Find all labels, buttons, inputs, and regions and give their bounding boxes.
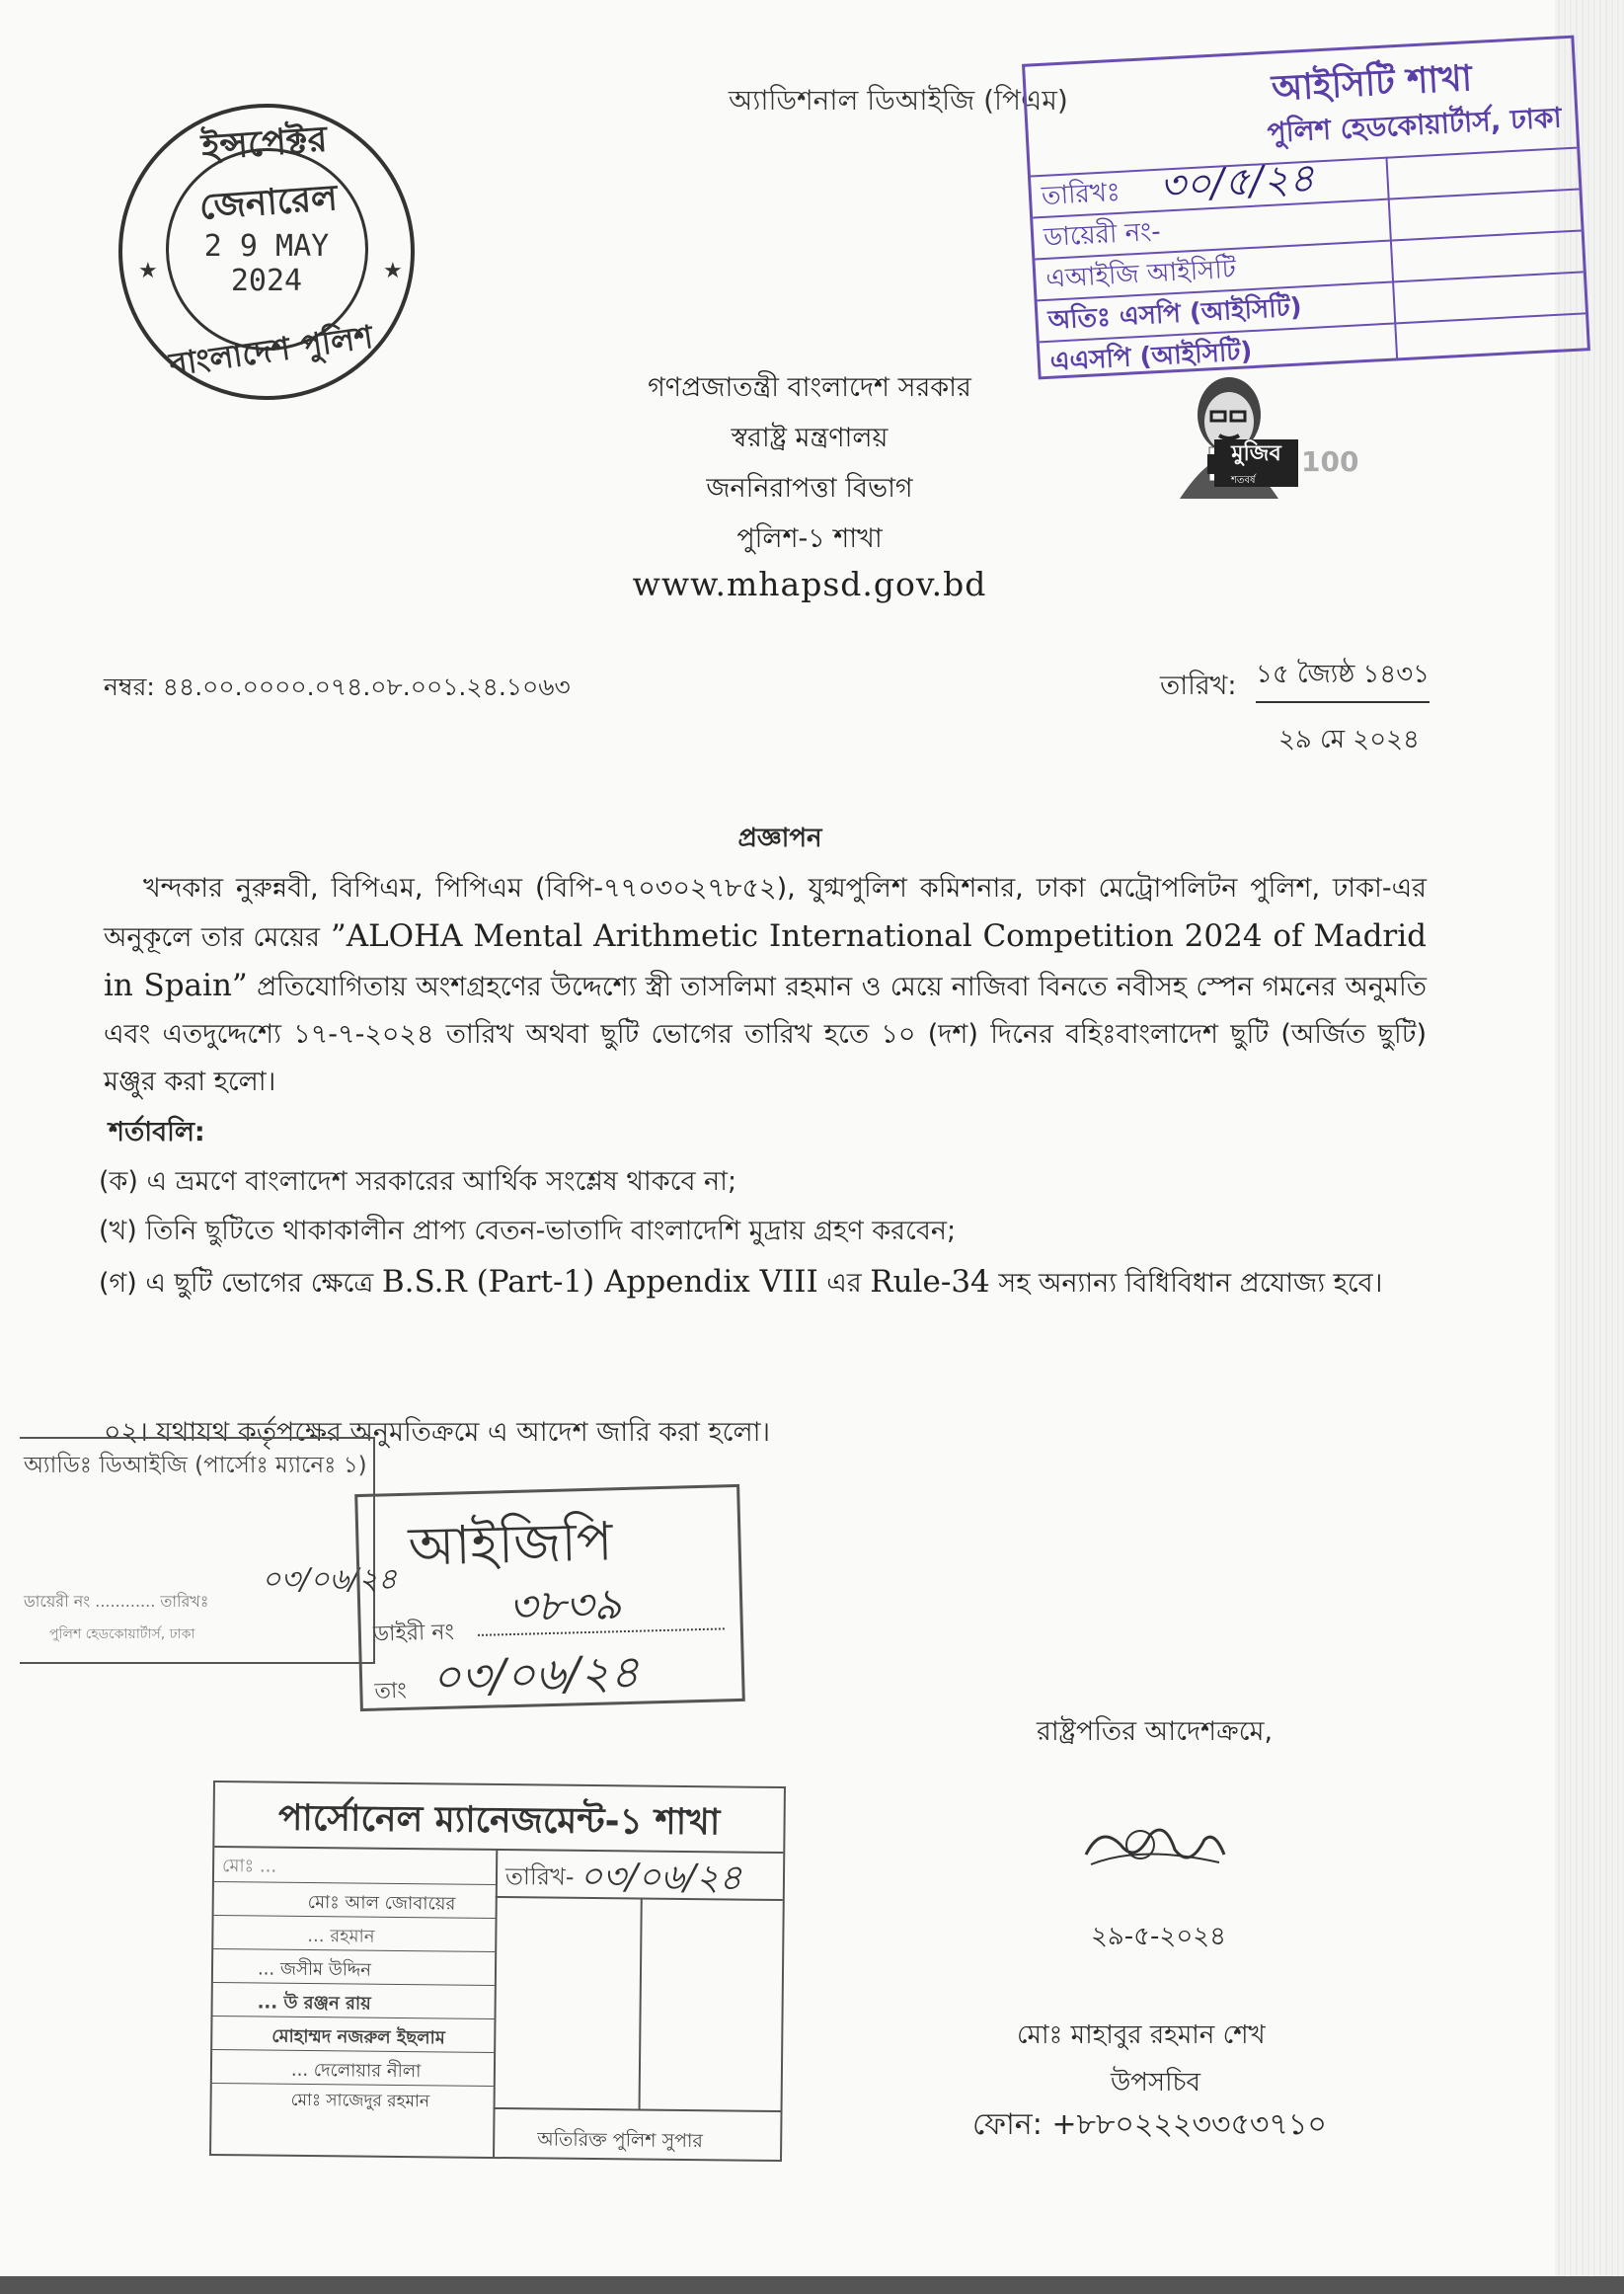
igp-diary-label: ডাইরী নং: [372, 1620, 455, 1647]
star-icon: ★: [383, 259, 403, 283]
pm-name-4: ... উ রঞ্জন রায়: [257, 1992, 371, 2015]
signatory-name: মোঃ মাহাবুর রহমান শেখ: [1017, 2020, 1266, 2050]
pm-vline: [639, 1898, 643, 2111]
pm-name-3: ... জসীম উদ্দিন: [257, 1958, 372, 1981]
ict-stamp-subtitle: পুলিশ হেডকোয়ার্টার্স, ঢাকা: [1266, 101, 1563, 149]
pm-name-5: মোহাম্মদ নজরুল ইছলাম: [271, 2025, 445, 2049]
ict-stamp: [1022, 36, 1590, 380]
ict-stamp-title: আইসিটি শাখা: [1271, 58, 1474, 110]
pm-date: ০৩/০৬/২৪: [579, 1856, 742, 1899]
order-text: রাষ্ট্রপতির আদেশক্রমে,: [1037, 1716, 1274, 1747]
signatory-phone-wrap: [972, 2103, 1367, 2142]
igp-stamp-date: ০৩/০৬/২৪: [430, 1644, 641, 1704]
dig-stamp-diary: ডায়েরী নং ............ তারিখঃ: [24, 1592, 209, 1611]
dig-stamp-handwritten: ০৩/০৬/২৪: [262, 1562, 398, 1597]
condition-b: (খ) তিনি ছুটিতে থাকাকালীন প্রাপ্য বেতন-ভাতাদি বাংলাদেশি মুদ্রায় গ্রহণ করবেন;: [99, 1216, 957, 1246]
signature-date: ২৯-৫-২০২৪: [1091, 1922, 1226, 1951]
seal-date: 2 9 MAY 2024: [203, 229, 330, 298]
condition-c: [99, 1258, 1427, 1307]
signature-mark: [1081, 1815, 1229, 1884]
memo-date-bn: ১৫ জ্যৈষ্ঠ ১৪৩১: [1256, 654, 1430, 703]
body-paragraph-2: ০২। যথাযথ কর্তৃপক্ষের অনুমতিক্রমে এ আদেশ জারি করা হলো।: [104, 1417, 771, 1448]
pm-vline: [493, 1849, 498, 2157]
seal-top-text: ইন্সপেক্টর জেনারেল: [197, 119, 340, 228]
pm-date-label: তারিখ-: [504, 1862, 575, 1891]
ict-row-date: তারিখঃ: [1031, 157, 1388, 217]
pm-footer: অতিরিক্ত পুলিশ সুপার: [537, 2128, 704, 2153]
igp-stamp-title: আইজিপি: [407, 1510, 614, 1578]
star-icon: ★: [138, 259, 158, 283]
ict-row-line: [1390, 229, 1582, 241]
seal-bottom-text: বাংলাদেশ পুলিশ: [167, 317, 376, 384]
pm-name-0: মোঃ ...: [221, 1856, 277, 1877]
ict-row-line: [1392, 271, 1584, 282]
memo-date-en: ২৯ মে ২০২৪: [1278, 725, 1420, 754]
ict-row-addl-sp: অতিঃ এসপি (আইসিটি): [1038, 281, 1395, 342]
pm-name-6: ... দেলোয়ার নীলা: [290, 2059, 422, 2083]
notice-title: প্রজ্ঞাপন: [737, 824, 822, 853]
rule-reference: Rule-34: [870, 1264, 990, 1300]
pm-name-7: মোঃ সাজেদুর রহমান: [290, 2090, 430, 2112]
condition-c-start: (গ) এ ছুটি ভোগের ক্ষেত্রে: [99, 1268, 382, 1299]
ict-row-diary: ডায়েরী নং-: [1033, 198, 1390, 259]
addl-dig-label: অ্যাডিশনাল ডিআইজি (পিএম): [729, 84, 1068, 117]
igp-date-label: তাং: [374, 1678, 408, 1704]
competition-name: ”ALOHA Mental Arithmetic International Competition 2024 of Madrid in Spain”: [104, 918, 1428, 1003]
memo-number: নম্বর: ৪৪.০০.০০০০.০৭৪.০৮.০০১.২৪.১০৬৩: [104, 672, 571, 701]
condition-c-end: সহ অন্যান্য বিধিবিধান প্রযোজ্য হবে।: [989, 1268, 1383, 1299]
signatory-phone: ফোন: +৮৮০২২২৩৩৫৩৭১০: [972, 2107, 1327, 2142]
mujib-logo-sub: শতবর্ষ: [1231, 475, 1256, 486]
header-division: জননিরাপত্তা বিভাগ: [706, 473, 913, 504]
memo-date-label: তারিখ:: [1160, 671, 1237, 701]
igp-stamp-number: ৩৮৩৯: [507, 1579, 623, 1633]
header-ministry: স্বরাষ্ট্র মন্ত্রণালয়: [731, 423, 889, 453]
body-p1-end: প্রতিযোগিতায় অংশগ্রহণের উদ্দেশ্যে স্ত্রী তাসলিমা রহমান ও মেয়ে নাজিবা বিনতে নবীসহ স্পেন গমনের অনুমতি এবং এতদুদ্দেশ্যে ১৭-৭-২০২৪ তারিখ অথবা ছুটি ভোগের তারিখ হতে ১০ (দশ) দিনের বহিঃবাংলাদেশ ছুটি (অর্জিত ছুটি) মঞ্জুর করা হলো।: [104, 972, 1427, 1097]
ict-row-line: [1394, 312, 1585, 324]
body-p1-start: খন্দকার নুরুন্নবী, বিপিএম, পিপিএম (বিপি-৭৭০৩০২৭৮৫২), যুগ্মপুলিশ কমিশনার, ঢাকা মেট্রোপলিটন পুলিশ, ঢাকা-এর অনুকূলে তার মেয়ের: [104, 873, 1427, 953]
ict-date-handwritten: ৩০/৫/২৪: [1158, 155, 1316, 209]
igp-stamp: [354, 1484, 745, 1711]
dig-stamp-title: অ্যাডিঃ ডিআইজি (পার্সোঃ ম্যানেঃ ১): [24, 1453, 367, 1478]
ict-row-asp: এএসপি (আইসিটি): [1040, 322, 1397, 382]
header-website[interactable]: www.mhapsd.gov.bd: [632, 565, 987, 603]
pm-name-2: ... রহমান: [307, 1925, 375, 1947]
pm-stamp-title: পার্সোনেল ম্যানেজমেন্ট-১ শাখা: [277, 1797, 721, 1844]
bsr-reference: B.S.R (Part-1) Appendix VIII: [381, 1264, 818, 1300]
mujib-logo-num: 100: [1301, 445, 1359, 478]
pm-name-1: মোঃ আল জোবায়ের: [307, 1891, 456, 1915]
condition-a: (ক) এ ভ্রমণে বাংলাদেশ সরকারের আর্থিক সংশ্লেষ থাকবে না;: [99, 1166, 737, 1197]
header-govt: গণপ্রজাতন্ত্রী বাংলাদেশ সরকার: [648, 372, 971, 403]
pm-line: [494, 2107, 781, 2112]
pm-row-line: [214, 1881, 496, 1885]
signatory-designation: উপসচিব: [1111, 2068, 1201, 2097]
pm-stamp: [209, 1780, 786, 2162]
conditions-title: শর্তাবলি:: [109, 1117, 205, 1147]
scan-bottom-edge: [0, 2276, 1624, 2294]
ict-row-aig: এআইজি আইসিটি: [1035, 240, 1392, 300]
dig-stamp-hq: পুলিশ হেডকোয়ার্টার্স, ঢাকা: [49, 1626, 195, 1642]
body-paragraph-1: [104, 865, 1427, 1106]
header-branch: পুলিশ-১ শাখা: [736, 523, 883, 554]
condition-c-mid: এর: [817, 1268, 871, 1299]
dig-stamp: [20, 1437, 398, 1664]
ict-row-line: [1388, 189, 1580, 200]
mujib-logo-label: মুজিব: [1214, 439, 1298, 487]
signature-icon: [1081, 1815, 1229, 1884]
